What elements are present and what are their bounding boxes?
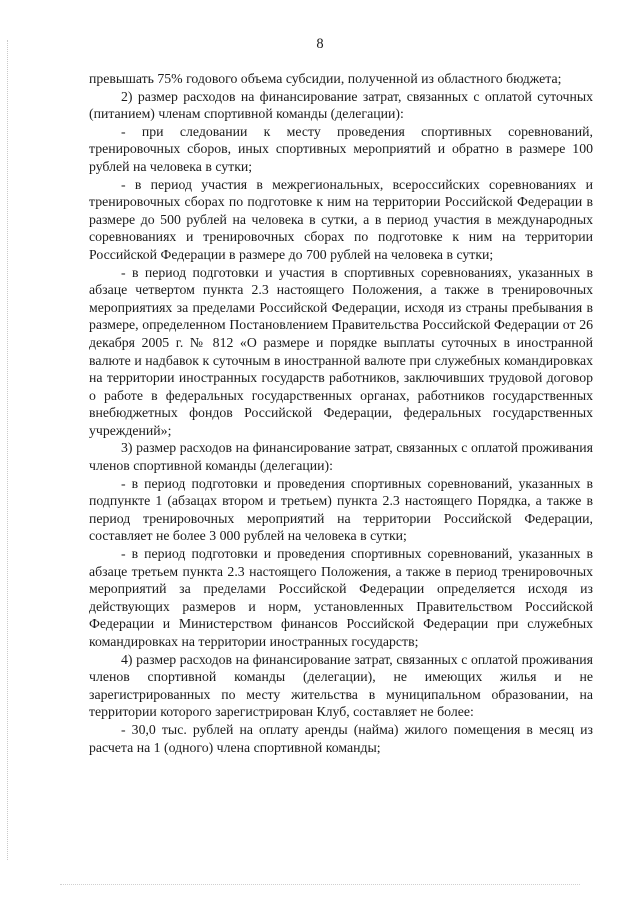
paragraph-item-3-abroad: - в период подготовки и проведения спортивных соревнований, указанных в абзаце третьем пункта 2.3 настоящего Положения, а также в период тренировочных мероприятий за пределами Российской Федерации определяется исходя из действующих размеров и норм, установленных Правительством Российской Федерации и Министерством финансов Российской Федерации при служебных командировках на территории иностранных государств; <box>89 546 593 649</box>
paragraph-item-3: 3) размер расходов на финансирование затрат, связанных с оплатой проживания членов спортивной команды (делегации): <box>89 440 593 474</box>
scan-edge-left <box>7 40 8 860</box>
paragraph-continuation: превышать 75% годового объема субсидии, полученной из областного бюджета; <box>89 71 562 86</box>
scan-edge-bottom <box>60 884 580 885</box>
body-text <box>89 70 593 756</box>
paragraph-item-2-abroad: - в период подготовки и участия в спортивных соревнованиях, указанных в абзаце четвертом пункта 2.3 настоящего Положения, а также в тренировочных мероприятиях за пределами Российской Федерации, исходя из страны пребывания в размере, определенном Постановлением Правительства Российской Федерации от 26 декабря 2005 г. № 812 «О размере и порядке выплаты суточных в иностранной валюте и надбавок к суточным в иностранной валюте при служебных командировках на территории иностранных государств работников, заключивших трудовой договор о работе в федеральных государственных органах, работников государственных внебюджетных фондов Российской Федерации, федеральных государственных учреждений»; <box>89 264 593 438</box>
page-number: 8 <box>316 36 324 52</box>
paragraph-item-2-domestic: - в период участия в межрегиональных, всероссийских соревнованиях и тренировочных сборах по подготовке к ним на территории Российской Федерации в размере до 500 рублей на человека в сутки, а в период участия в международных соревнованиях и тренировочных сборах по подготовке к ним на территории Российской Федерации в размере до 700 рублей на человека в сутки; <box>89 176 593 262</box>
paragraph-item-2-travel: - при следовании к месту проведения спортивных соревнований, тренировочных сборов, иных спортивных мероприятий и обратно в размере 100 рублей на человека в сутки; <box>89 123 593 174</box>
paragraph-item-4: 4) размер расходов на финансирование затрат, связанных с оплатой проживания членов спортивной команды (делегации), не имеющих жилья и не зарегистрированных по месту жительства в муниципальном образовании, на территории которого зарегистрирован Клуб, составляет не более: <box>89 651 593 720</box>
paragraph-item-4-rent: - 30,0 тыс. рублей на оплату аренды (найма) жилого помещения в месяц из расчета на 1 (одного) члена спортивной команды; <box>89 721 593 755</box>
paragraph-item-2: 2) размер расходов на финансирование затрат, связанных с оплатой суточных (питанием) членам спортивной команды (делегации): <box>89 88 593 122</box>
paragraph-item-3-domestic: - в период подготовки и проведения спортивных соревнований, указанных в подпункте 1 (абзацах втором и третьем) пункта 2.3 настоящего Порядка, а также в период тренировочных мероприятий на территории Российской Федерации, составляет не более 3 000 рублей на человека в сутки; <box>89 475 593 544</box>
